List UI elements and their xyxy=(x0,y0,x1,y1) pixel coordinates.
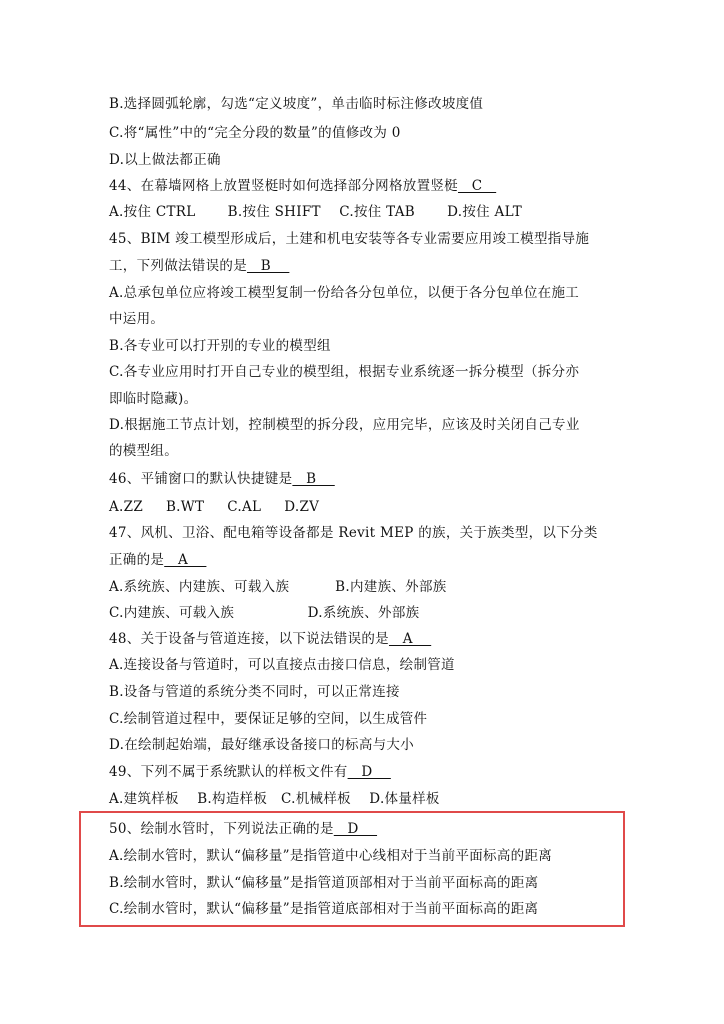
line-text: A.建筑样板 B.构造样板 C.机械样板 D.体量样板 xyxy=(109,791,440,807)
text-line xyxy=(109,550,206,570)
text-line xyxy=(109,655,455,675)
text-line xyxy=(109,709,427,729)
line-text: C.绘制管道过程中，要保证足够的空间，以生成管件 xyxy=(109,711,428,727)
line-text: 45、BIM 竣工模型形成后，土建和机电安装等各专业需要应用竣工模型指导施 xyxy=(109,231,590,247)
text-line xyxy=(109,123,401,143)
answer-blank: B xyxy=(292,471,335,487)
line-text: B.各专业可以打开别的专业的模型组 xyxy=(109,338,331,354)
text-line xyxy=(109,229,589,249)
line-text: 工，下列做法错误的是 xyxy=(109,258,247,274)
answer-blank: D xyxy=(333,821,378,837)
text-line xyxy=(109,256,289,276)
text-line xyxy=(109,336,331,356)
text-line xyxy=(109,202,522,222)
line-text: A.按住 CTRL B.按住 SHIFT C.按住 TAB D.按住 ALT xyxy=(109,204,523,220)
text-line xyxy=(109,762,391,782)
text-line xyxy=(109,362,579,382)
answer-blank: C xyxy=(457,178,497,194)
line-text: B.设备与管道的系统分类不同时，可以正常连接 xyxy=(109,684,400,700)
text-line xyxy=(109,523,598,543)
text-line xyxy=(109,150,221,170)
line-text: 正确的是 xyxy=(109,552,165,568)
line-text: C.将“属性”中的“完全分段的数量”的值修改为 0 xyxy=(109,125,401,141)
line-text: D.以上做法都正确 xyxy=(109,152,221,168)
line-text: B.选择圆弧轮廓，勾选“定义坡度”，单击临时标注修改坡度值 xyxy=(109,96,484,112)
line-text: 47、风机、卫浴、配电箱等设备都是 Revit MEP 的族，关于族类型，以下分类 xyxy=(109,525,598,541)
text-line xyxy=(109,415,580,435)
text-line xyxy=(109,577,447,597)
text-line xyxy=(109,629,431,649)
text-line xyxy=(109,735,414,755)
text-line xyxy=(109,309,164,329)
line-text: A.ZZ B.WT C.AL D.ZV xyxy=(109,499,320,515)
line-text: 中运用。 xyxy=(109,311,165,327)
line-text: A.系统族、内建族、可载入族 B.内建族、外部族 xyxy=(109,579,447,595)
text-line xyxy=(109,469,335,489)
line-text: C.内建族、可载入族 D.系统族、外部族 xyxy=(109,605,420,621)
text-line xyxy=(109,789,440,809)
line-text: 46、平铺窗口的默认快捷键是 xyxy=(109,471,293,487)
text-line xyxy=(109,94,483,114)
line-text: 即临时隐藏)。 xyxy=(109,391,198,407)
line-text: 的模型组。 xyxy=(109,443,178,459)
text-line xyxy=(109,497,319,517)
line-text: C.各专业应用时打开自己专业的模型组，根据专业系统逐一拆分模型（拆分亦 xyxy=(109,364,580,380)
text-line xyxy=(109,389,197,409)
answer-blank: A xyxy=(164,552,207,568)
answer-blank: B xyxy=(247,258,290,274)
question-50-highlight-box xyxy=(79,811,625,927)
line-text: A.总承包单位应将竣工模型复制一份给各分包单位，以便于各分包单位在施工 xyxy=(109,285,580,301)
line-text: 48、关于设备与管道连接，以下说法错误的是 xyxy=(109,631,389,647)
line-text: C.绘制水管时，默认“偏移量”是指管道底部相对于当前平面标高的距离 xyxy=(109,901,539,917)
text-line xyxy=(109,682,400,702)
line-text: D.在绘制起始端，最好继承设备接口的标高与大小 xyxy=(109,737,415,753)
line-text: B.绘制水管时，默认“偏移量”是指管道顶部相对于当前平面标高的距离 xyxy=(109,875,539,891)
answer-blank: D xyxy=(347,764,391,780)
line-text: A.连接设备与管道时，可以直接点击接口信息，绘制管道 xyxy=(109,657,455,673)
answer-blank: A xyxy=(388,631,432,647)
text-line xyxy=(109,176,496,196)
line-text: A.绘制水管时，默认“偏移量”是指管道中心线相对于当前平面标高的距离 xyxy=(109,848,553,864)
text-line xyxy=(109,441,178,461)
line-text: 50、绘制水管时，下列说法正确的是 xyxy=(109,821,334,837)
line-text: 44、在幕墙网格上放置竖梃时如何选择部分网格放置竖梃 xyxy=(109,178,458,194)
text-line xyxy=(109,283,579,303)
line-text: 49、下列不属于系统默认的样板文件有 xyxy=(109,764,348,780)
line-text: D.根据施工节点计划，控制模型的拆分段，应用完毕，应该及时关闭自己专业 xyxy=(109,417,580,433)
text-line xyxy=(109,603,419,623)
